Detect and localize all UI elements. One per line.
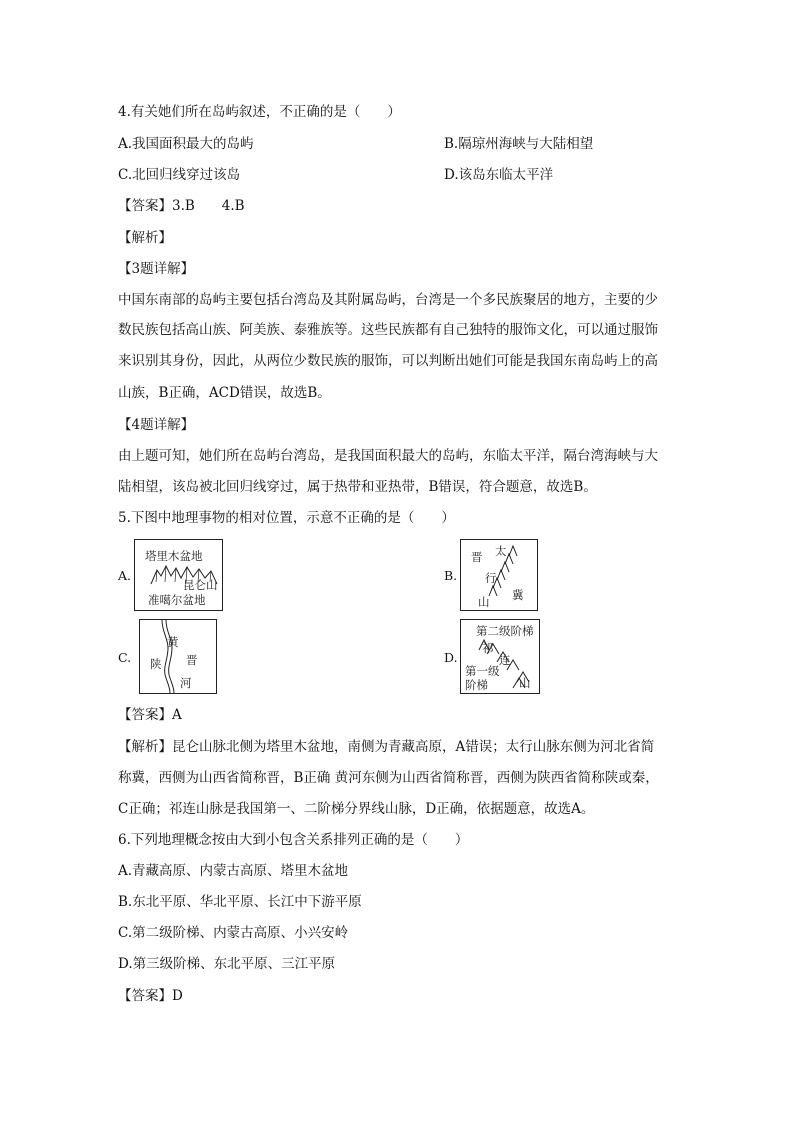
q3-detail-title: 【3题详解】 <box>118 261 195 277</box>
q3-detail-line: 中国东南部的岛屿主要包括台湾岛及其附属岛屿，台湾是一个多民族聚居的地方，主要的少 <box>118 292 658 308</box>
fig-c-jin: 晋 <box>186 653 198 667</box>
q4-detail-line: 陆相望，该岛被北回归线穿过，属于热带和亚热带，B错误，符合题意，故选B。 <box>118 479 597 495</box>
fig-d-second-step: 第二级阶梯 <box>476 624 534 638</box>
q5-analysis-line: C正确；祁连山脉是我国第一、二阶梯分界线山脉，D正确，依据题意，故选A。 <box>118 801 595 817</box>
q6-option-d: D.第三级阶梯、东北平原、三江平原 <box>118 956 336 972</box>
fig-a-label: A. <box>118 568 132 583</box>
q6-stem: 6.下列地理概念按由大到小包含关系排列正确的是（ ） <box>118 832 469 848</box>
fig-b-jin: 晋 <box>471 550 483 564</box>
fig-a-kunlun: 昆仑山 <box>183 578 218 592</box>
q6-option-c: C.第二级阶梯、内蒙古高原、小兴安岭 <box>118 925 349 941</box>
fig-c-huang: 黄 <box>167 635 179 649</box>
q5-analysis-line: 【解析】昆仑山脉北侧为塔里木盆地，南侧为青藏高原，A错误；太行山脉东侧为河北省简 <box>118 739 655 755</box>
fig-c-shaan: 陕 <box>150 657 162 671</box>
q4-option-d: D.该岛东临太平洋 <box>444 167 554 183</box>
fig-d-first-step-2: 阶梯 <box>465 678 488 692</box>
q6-option-a: A.青藏高原、内蒙古高原、塔里木盆地 <box>118 863 349 879</box>
q3-detail-line: 山族，B正确，ACD错误，故选B。 <box>118 385 331 401</box>
fig-d-label: D. <box>444 650 458 665</box>
q4-detail-title: 【4题详解】 <box>118 417 195 433</box>
fig-c-he: 河 <box>180 676 192 690</box>
fig-d-shan: 山 <box>519 676 531 690</box>
q4-option-b: B.隔琼州海峡与大陆相望 <box>444 136 594 152</box>
analysis-label: 【解析】 <box>118 230 172 246</box>
fig-b-ji: 冀 <box>512 588 524 602</box>
q5-answer: 【答案】A <box>118 707 182 723</box>
q5-analysis-line: 称冀，西侧为山西省简称晋，B正确 黄河东侧为山西省简称晋，西侧为陕西省简称陕或秦， <box>118 770 659 786</box>
fig-c-map <box>139 619 217 694</box>
q5-stem: 5.下图中地理事物的相对位置，示意不正确的是（ ） <box>118 510 455 526</box>
q4-option-a: A.我国面积最大的岛屿 <box>118 136 254 152</box>
q4-stem: 4.有关她们所在岛屿叙述，不正确的是（ ） <box>118 104 401 120</box>
fig-b-map <box>460 539 538 611</box>
fig-d-map <box>460 619 540 694</box>
q4-option-c: C.北回归线穿过该岛 <box>118 167 241 183</box>
q3-detail-line: 数民族包括高山族、阿美族、泰雅族等。这些民族都有自己独特的服饰文化，可以通过服饰 <box>118 322 658 338</box>
fig-a-junggar: 准噶尔盆地 <box>148 593 206 607</box>
fig-b-hang: 行 <box>485 571 497 585</box>
fig-b-shan: 山 <box>478 595 490 609</box>
fig-c-label: C. <box>118 650 132 665</box>
river-icon <box>160 620 182 693</box>
fig-a-tarim: 塔里木盆地 <box>145 549 203 563</box>
fig-d-lian: 连 <box>499 653 511 667</box>
fig-d-qi: 祁 <box>482 641 494 655</box>
fig-d-first-step-1: 第一级 <box>465 664 500 678</box>
q4-detail-line: 由上题可知，她们所在岛屿台湾岛，是我国面积最大的岛屿，东临太平洋，隔台湾海峡与大 <box>118 448 658 464</box>
q3-detail-line: 来识别其身份，因此，从两位少数民族的服饰，可以判断出她们可能是我国东南岛屿上的高 <box>118 353 658 369</box>
fig-a-map <box>134 539 223 611</box>
answer-3-4: 【答案】3.B 4.B <box>118 198 245 214</box>
fig-b-label: B. <box>444 568 458 583</box>
q6-answer: 【答案】D <box>118 988 183 1004</box>
q6-option-b: B.东北平原、华北平原、长江中下游平原 <box>118 894 362 910</box>
fig-b-tai: 太 <box>495 544 507 558</box>
